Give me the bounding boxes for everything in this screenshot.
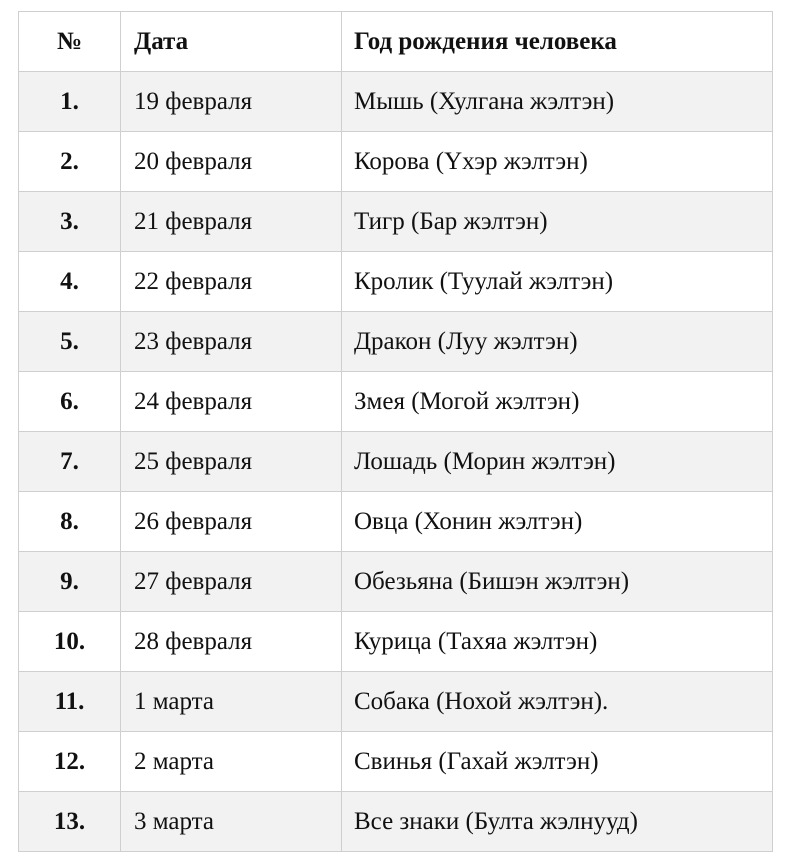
- zodiac-table: [18, 11, 773, 852]
- table-row: [19, 792, 773, 852]
- row-date: 1 марта: [121, 672, 342, 732]
- row-date: 21 февраля: [121, 192, 342, 252]
- row-number: 5.: [19, 312, 121, 372]
- row-date: 3 марта: [121, 792, 342, 852]
- table-row: [19, 372, 773, 432]
- row-date: 20 февраля: [121, 132, 342, 192]
- row-date: 22 февраля: [121, 252, 342, 312]
- table-row: [19, 612, 773, 672]
- row-number: 2.: [19, 132, 121, 192]
- header-row: [19, 12, 773, 72]
- row-date: 27 февраля: [121, 552, 342, 612]
- row-birth-year: Свинья (Гахай жэлтэн): [342, 732, 773, 792]
- table-body: [19, 72, 773, 852]
- row-number: 9.: [19, 552, 121, 612]
- row-number: 8.: [19, 492, 121, 552]
- row-number: 3.: [19, 192, 121, 252]
- table-row: [19, 312, 773, 372]
- row-date: 28 февраля: [121, 612, 342, 672]
- header-birth-year: Год рождения человека: [342, 12, 773, 72]
- row-birth-year: Кролик (Туулай жэлтэн): [342, 252, 773, 312]
- row-date: 23 февраля: [121, 312, 342, 372]
- table-row: [19, 432, 773, 492]
- row-date: 2 марта: [121, 732, 342, 792]
- row-number: 4.: [19, 252, 121, 312]
- table-row: [19, 252, 773, 312]
- row-birth-year: Овца (Хонин жэлтэн): [342, 492, 773, 552]
- row-birth-year: Лошадь (Морин жэлтэн): [342, 432, 773, 492]
- row-birth-year: Обезьяна (Бишэн жэлтэн): [342, 552, 773, 612]
- table-row: [19, 132, 773, 192]
- row-birth-year: Тигр (Бар жэлтэн): [342, 192, 773, 252]
- row-number: 6.: [19, 372, 121, 432]
- row-birth-year: Мышь (Хулгана жэлтэн): [342, 72, 773, 132]
- table-row: [19, 672, 773, 732]
- row-number: 1.: [19, 72, 121, 132]
- row-number: 10.: [19, 612, 121, 672]
- row-birth-year: Дракон (Луу жэлтэн): [342, 312, 773, 372]
- row-birth-year: Корова (Үхэр жэлтэн): [342, 132, 773, 192]
- table-row: [19, 552, 773, 612]
- row-date: 24 февраля: [121, 372, 342, 432]
- row-number: 11.: [19, 672, 121, 732]
- table-row: [19, 72, 773, 132]
- row-date: 26 февраля: [121, 492, 342, 552]
- header-date: Дата: [121, 12, 342, 72]
- zodiac-table-container: [18, 11, 772, 852]
- header-number: №: [19, 12, 121, 72]
- row-birth-year: Все знаки (Булта жэлнууд): [342, 792, 773, 852]
- row-date: 19 февраля: [121, 72, 342, 132]
- table-header: [19, 12, 773, 72]
- row-number: 7.: [19, 432, 121, 492]
- row-number: 13.: [19, 792, 121, 852]
- row-number: 12.: [19, 732, 121, 792]
- row-date: 25 февраля: [121, 432, 342, 492]
- table-row: [19, 192, 773, 252]
- table-row: [19, 732, 773, 792]
- row-birth-year: Змея (Могой жэлтэн): [342, 372, 773, 432]
- row-birth-year: Курица (Тахяа жэлтэн): [342, 612, 773, 672]
- row-birth-year: Собака (Нохой жэлтэн).: [342, 672, 773, 732]
- table-row: [19, 492, 773, 552]
